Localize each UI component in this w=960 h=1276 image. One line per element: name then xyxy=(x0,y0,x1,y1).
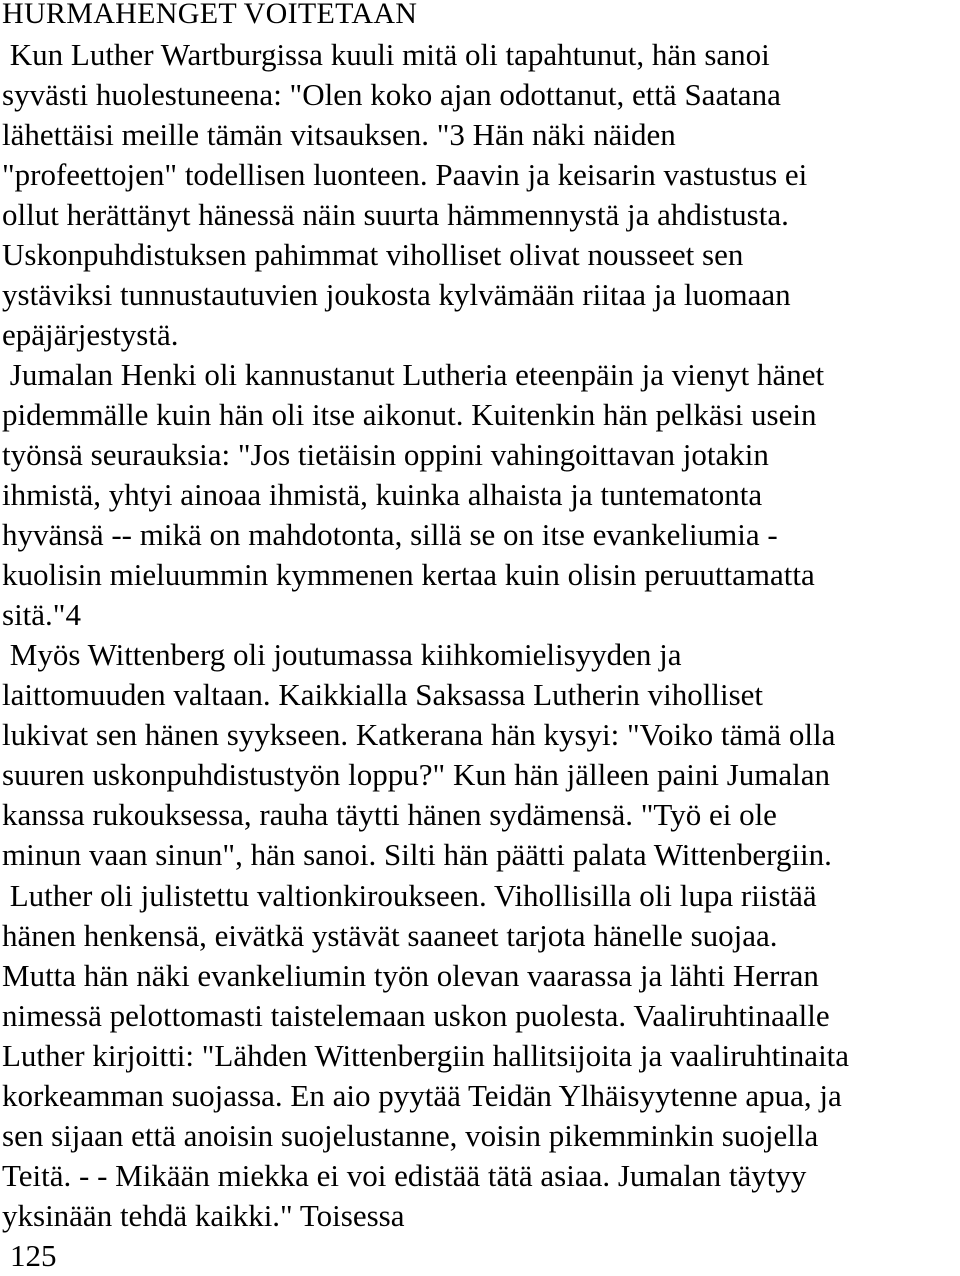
text-line: korkeamman suojassa. En aio pyytää Teidän Ylhäisyytenne apua, ja xyxy=(2,1078,842,1113)
text-line: Kun Luther Wartburgissa kuuli mitä oli tapahtunut, hän sanoi xyxy=(2,37,770,72)
text-line: Mutta hän näki evankeliumin työn olevan vaarassa ja lähti Herran xyxy=(2,958,819,993)
text-line: Teitä. - - Mikään miekka ei voi edistää tätä asiaa. Jumalan täytyy xyxy=(2,1158,807,1193)
text-line: lukivat sen hänen syykseen. Katkerana hän kysyi: "Voiko tämä olla xyxy=(2,717,836,752)
text-line: suuren uskonpuhdistustyön loppu?" Kun hän jälleen paini Jumalan xyxy=(2,757,831,792)
text-line: pidemmälle kuin hän oli itse aikonut. Kuitenkin hän pelkäsi usein xyxy=(2,397,817,432)
chapter-heading: HURMAHENGET VOITETAAN xyxy=(2,0,418,30)
text-line: työnsä seurauksia: "Jos tietäisin oppini vahingoittavan jotakin xyxy=(2,437,769,472)
text-line: sitä."4 xyxy=(2,597,81,632)
text-line: Uskonpuhdistuksen pahimmat viholliset olivat nousseet sen xyxy=(2,237,744,272)
text-line: Myös Wittenberg oli joutumassa kiihkomielisyyden ja xyxy=(2,637,682,672)
text-line: laittomuuden valtaan. Kaikkialla Saksassa Lutherin viholliset xyxy=(2,677,764,712)
text-line: hyvänsä -- mikä on mahdotonta, sillä se on itse evankeliumia - xyxy=(2,517,778,552)
text-line: nimessä pelottomasti taistelemaan uskon puolesta. Vaaliruhtinaalle xyxy=(2,998,830,1033)
text-line: Luther oli julistettu valtionkiroukseen. Vihollisilla oli lupa riistää xyxy=(2,878,817,913)
text-line: hänen henkensä, eivätkä ystävät saaneet tarjota hänelle suojaa. xyxy=(2,918,778,953)
text-line: epäjärjestystä. xyxy=(2,317,179,352)
text-line: lähettäisi meille tämän vitsauksen. "3 Hän näki näiden xyxy=(2,117,676,152)
text-line: Luther kirjoitti: "Lähden Wittenbergiin hallitsijoita ja vaaliruhtinaita xyxy=(2,1038,850,1073)
page-number: 125 xyxy=(10,1238,57,1273)
text-line: minun vaan sinun", hän sanoi. Silti hän päätti palata Wittenbergiin. xyxy=(2,837,832,872)
text-line: sen sijaan että anoisin suojelustanne, voisin pikemminkin suojella xyxy=(2,1118,819,1153)
text-line: kuolisin mieluummin kymmenen kertaa kuin olisin peruuttamatta xyxy=(2,557,815,592)
text-line: yksinään tehdä kaikki." Toisessa xyxy=(2,1198,405,1233)
text-line: Jumalan Henki oli kannustanut Lutheria eteenpäin ja vienyt hänet xyxy=(2,357,825,392)
text-line: syvästi huolestuneena: "Olen koko ajan odottanut, että Saatana xyxy=(2,77,781,112)
text-line: ollut herättänyt hänessä näin suurta hämmennystä ja ahdistusta. xyxy=(2,197,789,232)
text-line: kanssa rukouksessa, rauha täytti hänen sydämensä. "Työ ei ole xyxy=(2,797,777,832)
text-line: "profeettojen" todellisen luonteen. Paavin ja keisarin vastustus ei xyxy=(2,157,808,192)
text-line: ihmistä, yhtyi ainoaa ihmistä, kuinka alhaista ja tuntematonta xyxy=(2,477,763,512)
text-line: ystäviksi tunnustautuvien joukosta kylvämään riitaa ja luomaan xyxy=(2,277,791,312)
